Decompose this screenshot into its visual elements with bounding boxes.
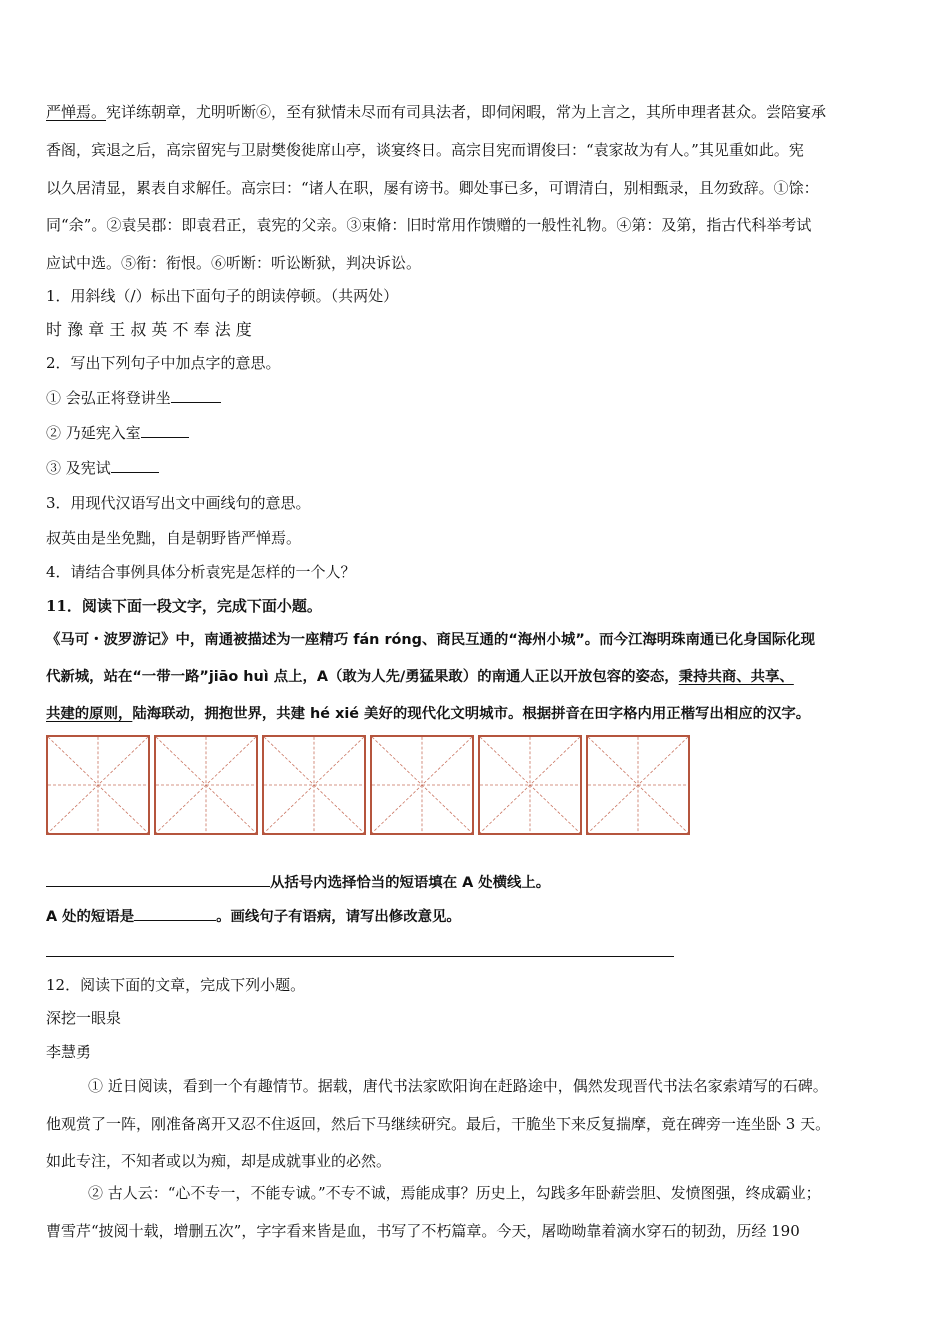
cell-guide-lines — [588, 737, 688, 833]
cell-guide-lines — [156, 737, 256, 833]
answer-blank[interactable] — [141, 423, 189, 438]
cell-guide-lines — [264, 737, 364, 833]
cell-guide-lines — [480, 737, 580, 833]
tianzige-cell[interactable] — [586, 735, 690, 835]
tianzige-cell[interactable] — [370, 735, 474, 835]
question-3-sentence: 叔英由是坐免黜，自是朝野皆严惮焉。 — [46, 529, 302, 547]
question-2-item-c: ③ 及宪试 — [46, 458, 159, 478]
answer-line[interactable] — [46, 956, 674, 957]
paragraph-1-line-3: 如此专注，不知者或以为痴，却是成就事业的必然。 — [46, 1152, 392, 1170]
footnote-line-2: 应试中选。⑤衔：衔恨。⑥听断：听讼断狱，判决诉讼。 — [46, 254, 422, 272]
cell-guide-lines — [48, 737, 148, 833]
question-4: 4．请结合事例具体分析袁宪是怎样的一个人？ — [46, 563, 356, 581]
question-12-title: 12．阅读下面的文章，完成下列小题。 — [46, 976, 306, 994]
paragraph-2-line-2: 曹雪芹“披阅十载，增删五次”，字字看来皆是血，书写了不朽篇章。今天，屠呦呦靠着滴水穿石的韧劲，历经 190 — [46, 1222, 800, 1240]
footnote-line-1: 同“余”。②袁吴郡：即袁君正，袁宪的父亲。③束脩：旧时常用作馈赠的一般性礼物。④第：及第，指古代科举考试 — [46, 216, 812, 234]
question-11-line-2: 代新城，站在“一带一路”jiāo huì 点上，A（敢为人先/勇猛果敢）的南通人正以开放包容的姿态，秉持共商、共享、 — [46, 669, 794, 685]
tianzige-cell[interactable] — [46, 735, 150, 835]
question-1-sentence: 时 豫 章 王 叔 英 不 奉 法 度 — [46, 320, 252, 339]
paragraph-2-line-1: ② 古人云：“心不专一，不能专诚。”不专不诚，焉能成事？历史上，勾践多年卧薪尝胆、发愤图强，终成霸业； — [88, 1184, 821, 1202]
passage-line-1: 严惮焉。宪详练朝章，尤明听断⑥，至有狱情未尽而有司具法者，即伺闲暇，常为上言之，其所申理者甚众。尝陪宴承 — [46, 103, 827, 121]
question-3: 3．用现代汉语写出文中画线句的意思。 — [46, 494, 311, 512]
tianzige-cell[interactable] — [262, 735, 366, 835]
answer-blank[interactable] — [46, 872, 270, 887]
passage-line-3: 以久居清显，累表自求解任。高宗曰：“诸人在职，屡有谤书。卿处事已多，可谓清白，别相甄录，且勿致辞。①馀： — [46, 179, 819, 197]
underlined-phrase: 严惮焉。 — [46, 103, 107, 121]
answer-blank[interactable] — [111, 458, 159, 473]
cell-guide-lines — [372, 737, 472, 833]
answer-blank[interactable] — [134, 906, 216, 921]
question-11-task-1: 从括号内选择恰当的短语填在 A 处横线上。 — [46, 872, 550, 893]
tianzige-cell[interactable] — [478, 735, 582, 835]
paragraph-1-line-2: 他观赏了一阵，刚准备离开又忍不住返回，然后下马继续研究。最后，干脆坐下来反复揣摩，竟在碑旁一连坐卧 3 天。 — [46, 1115, 831, 1133]
tianzige-cell[interactable] — [154, 735, 258, 835]
passage-line-2: 香阁，宾退之后，高宗留宪与卫尉樊俊徙席山亭，谈宴终日。高宗目宪而谓俊曰：“袁家故为有人。”其见重如此。宪 — [46, 141, 804, 159]
article-author: 李慧勇 — [46, 1043, 92, 1061]
article-title: 深挖一眼泉 — [46, 1009, 122, 1027]
paragraph-1-line-1: ① 近日阅读，看到一个有趣情节。据载，唐代书法家欧阳询在赶路途中，偶然发现晋代书法名家索靖写的石碑。 — [88, 1077, 828, 1095]
question-1: 1．用斜线（/）标出下面句子的朗读停顿。（共两处） — [46, 287, 399, 305]
question-2-item-b: ② 乃延宪入室 — [46, 423, 189, 443]
question-11-line-1: 《马可・波罗游记》中，南通被描述为一座精巧 fán róng、商民互通的“海州小城”。而今江海明珠南通已化身国际化现 — [46, 632, 816, 648]
question-2-item-a: ① 会弘正将登讲坐 — [46, 388, 221, 408]
answer-blank[interactable] — [171, 388, 221, 403]
question-11-task-2: A 处的短语是 。画线句子有语病，请写出修改意见。 — [46, 906, 461, 927]
question-11-title: 11．阅读下面一段文字，完成下面小题。 — [46, 597, 322, 615]
underlined-sentence: 秉持共商、共享、 — [678, 669, 794, 685]
underlined-sentence: 共建的原则， — [46, 706, 133, 722]
question-11-line-3: 共建的原则，陆海联动，拥抱世界，共建 hé xié 美好的现代化文明城市。根据拼音在田字格内用正楷写出相应的汉字。 — [46, 706, 811, 722]
question-2: 2．写出下列句子中加点字的意思。 — [46, 354, 281, 372]
